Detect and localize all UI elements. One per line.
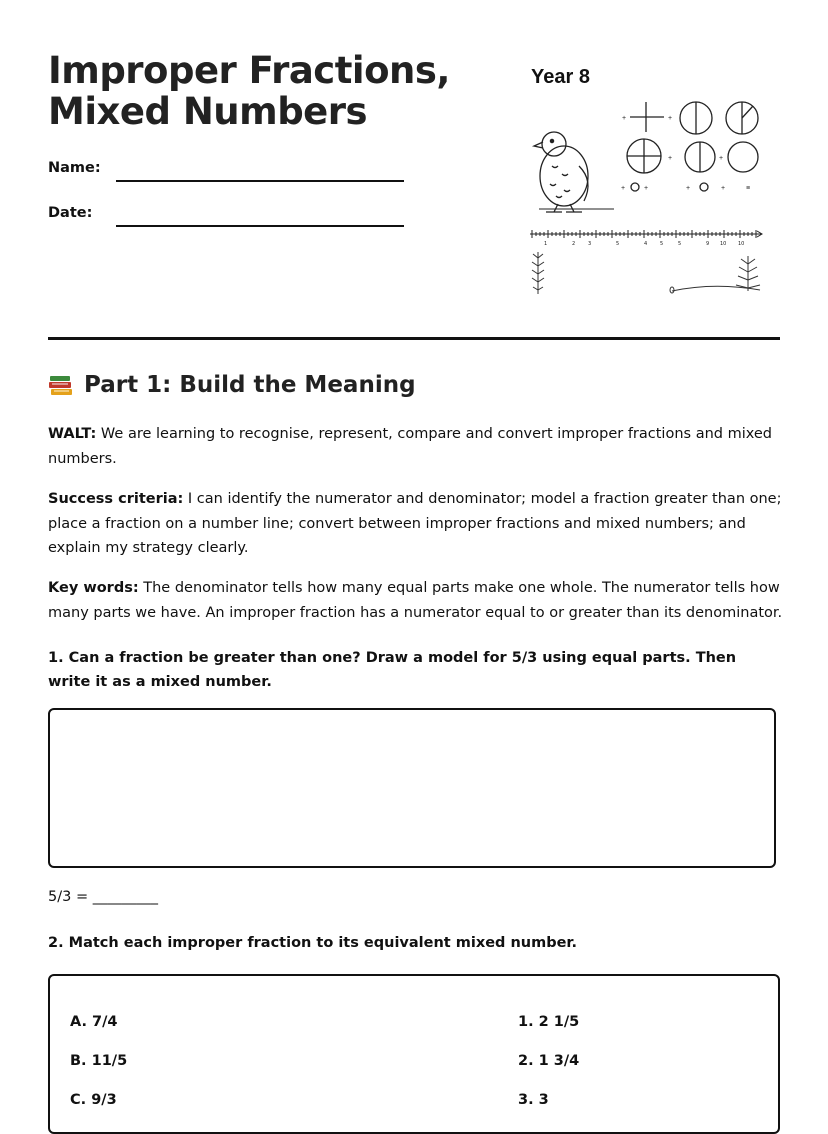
- circle-fraction-models: [621, 102, 758, 192]
- svg-text:+: +: [721, 185, 726, 192]
- number-line-label: 2: [572, 241, 576, 247]
- match-left-b[interactable]: B. 11/5: [70, 1053, 128, 1069]
- success-criteria-paragraph: [48, 487, 783, 561]
- title-line-1: Improper Fractions,: [48, 49, 450, 92]
- question-2-match-box: [48, 974, 780, 1134]
- header-divider: [48, 337, 780, 340]
- part-1-heading: [48, 372, 416, 398]
- success-criteria-label: Success criteria:: [48, 491, 184, 507]
- books-icon: [48, 373, 74, 397]
- number-line-label: 10: [738, 241, 745, 247]
- number-line-label: 5: [660, 241, 664, 247]
- match-left-a[interactable]: A. 7/4: [70, 1014, 118, 1030]
- name-line[interactable]: [116, 180, 404, 182]
- question-1-equation: 5/3 = _________: [48, 889, 158, 905]
- walt-text: We are learning to recognise, represent, compare and convert improper fractions and mixed numbers.: [48, 426, 772, 467]
- number-line-label: 5: [616, 241, 620, 247]
- number-line-label: 1: [544, 241, 548, 247]
- key-words-text: The denominator tells how many equal parts make one whole. The numerator tells how many parts we have. An improper fraction has a numerator equal to or greater than its denominator.: [48, 580, 783, 621]
- svg-text:+: +: [668, 155, 673, 162]
- number-line-label: 10: [720, 241, 727, 247]
- number-line-label: 3: [588, 241, 592, 247]
- fraction-illustration: [524, 96, 774, 301]
- match-right-3[interactable]: 3. 3: [518, 1092, 549, 1108]
- name-label: Name:: [48, 160, 101, 176]
- number-line-label: 9: [706, 241, 710, 247]
- walt-paragraph: [48, 422, 783, 471]
- svg-text:+: +: [668, 115, 673, 122]
- worksheet-title: [48, 50, 468, 132]
- svg-text:+: +: [621, 185, 626, 192]
- svg-text:+: +: [622, 115, 627, 122]
- grass-icon: [670, 256, 760, 293]
- success-criteria-text: I can identify the numerator and denominator; model a fraction greater than one; place a fraction on a number line; convert between improper fractions and mixed numbers; and explain my strategy clearly.: [48, 491, 782, 556]
- svg-text:≡: ≡: [746, 185, 751, 192]
- part-1-title: Part 1: Build the Meaning: [84, 372, 416, 398]
- date-line[interactable]: [116, 225, 404, 227]
- key-words-label: Key words:: [48, 580, 139, 596]
- number-line-label: 4: [644, 241, 648, 247]
- question-1: 1. Can a fraction be greater than one? Draw a model for 5/3 using equal parts. Then write it as a mixed number.: [48, 650, 737, 690]
- date-label: Date:: [48, 205, 93, 221]
- walt-label: WALT:: [48, 426, 97, 442]
- year-label: Year 8: [531, 66, 590, 88]
- question-1-answer-box[interactable]: [48, 708, 776, 868]
- plant-icon: [532, 252, 544, 294]
- number-line-label: 5: [678, 241, 682, 247]
- cross-icon: [622, 102, 672, 132]
- svg-text:+: +: [686, 185, 691, 192]
- match-right-1[interactable]: 1. 2 1/5: [518, 1014, 580, 1030]
- title-line-2: Mixed Numbers: [48, 90, 368, 133]
- number-line: [530, 230, 762, 238]
- match-right-2[interactable]: 2. 1 3/4: [518, 1053, 580, 1069]
- key-words-paragraph: [48, 576, 783, 625]
- svg-text:+: +: [644, 185, 649, 192]
- match-left-c[interactable]: C. 9/3: [70, 1092, 117, 1108]
- bird-icon: [534, 132, 588, 212]
- question-2: 2. Match each improper fraction to its equivalent mixed number.: [48, 935, 578, 951]
- svg-text:+: +: [719, 155, 724, 162]
